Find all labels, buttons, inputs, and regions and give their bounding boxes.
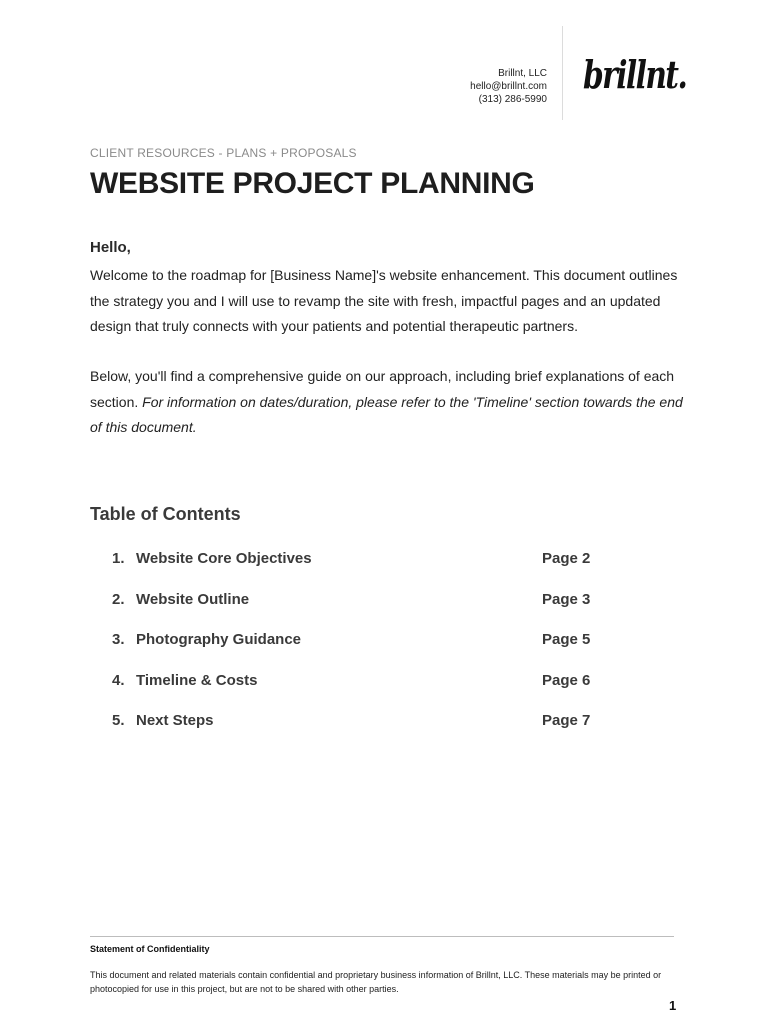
toc-page: Page 5 — [542, 631, 591, 648]
toc-label: Photography Guidance — [136, 631, 302, 648]
toc-item-next-steps — [112, 712, 612, 753]
toc-heading: Table of Contents — [90, 504, 241, 524]
toc-number: 1. — [112, 550, 125, 567]
guide-paragraph-plain: Below, you'll find a comprehensive guide on our approach, including brief explanations of each section. — [90, 368, 675, 410]
toc-label: Website Outline — [136, 590, 250, 608]
confidentiality-text: This document and related materials contain confidential and proprietary business information of Brillnt, LLC. These materials may be printed or photocopied for use in this project, but are not to be shared with other parties. — [90, 970, 662, 994]
toc-number: 4. — [112, 671, 125, 689]
brillnt-logo: brillnt. — [583, 52, 687, 97]
greeting: Hello, — [90, 239, 131, 256]
toc-page: Page 2 — [542, 550, 591, 567]
toc-number: 5. — [112, 712, 125, 729]
toc-item-core-objectives — [112, 550, 612, 591]
document-kicker: CLIENT RESOURCES - PLANS + PROPOSALS — [90, 146, 357, 160]
toc-label: Website Core Objectives — [136, 550, 312, 567]
guide-paragraph-italic: For information on dates/duration, please refer to the 'Timeline' section towards the end of this document. — [90, 393, 683, 435]
contact-email: hello@brillnt.com — [470, 81, 547, 92]
toc-item-photography-guidance — [112, 631, 612, 672]
toc-page: Page 3 — [542, 590, 591, 608]
toc-number: 3. — [112, 631, 125, 648]
toc-label: Next Steps — [136, 712, 214, 729]
guide-paragraph — [90, 364, 690, 441]
contact-phone: (313) 286-5990 — [478, 94, 547, 105]
company-name: Brillnt, LLC — [498, 68, 547, 79]
table-of-contents — [112, 550, 612, 753]
toc-page: Page 7 — [542, 712, 591, 729]
toc-page: Page 6 — [542, 671, 591, 689]
footer-divider — [90, 936, 674, 937]
toc-number: 2. — [112, 590, 125, 608]
contact-block — [470, 67, 547, 106]
header-divider — [562, 26, 563, 120]
page-number: 1 — [669, 998, 677, 1013]
toc-item-timeline-costs — [112, 672, 612, 713]
toc-label: Timeline & Costs — [136, 671, 258, 689]
intro-paragraph: Welcome to the roadmap for [Business Name]'s website enhancement. This document outlines the strategy you and I will use to revamp the site with fresh, impactful pages and an updated design that truly connects with your patients and potential therapeutic partners. — [90, 267, 678, 334]
confidentiality-title: Statement of Confidentiality — [90, 944, 210, 954]
toc-item-website-outline — [112, 591, 612, 632]
page-title: WEBSITE PROJECT PLANNING — [90, 167, 535, 200]
